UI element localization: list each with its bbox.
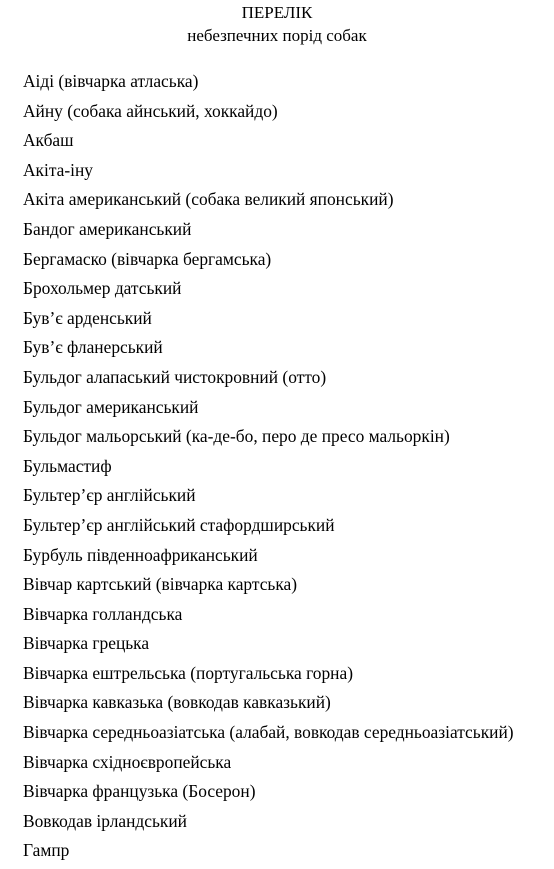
list-item: Бульдог американський	[23, 396, 199, 417]
list-item: Бультер’єр англійський стафордширський	[23, 514, 335, 535]
list-item: Вівчарка кавказька (вовкодав кавказький)	[23, 692, 331, 713]
page-title: ПЕРЕЛІК	[241, 3, 313, 22]
list-item: Вівчарка голландська	[23, 603, 183, 624]
breed-list	[23, 70, 514, 869]
list-item: Брохольмер датський	[23, 278, 182, 299]
list-item: Вівчар картський (вівчарка картська)	[23, 574, 298, 595]
list-item: Вівчарка ештрельська (португальська горна)	[23, 662, 353, 683]
list-item: Бергамаско (вівчарка бергамська)	[23, 248, 272, 269]
list-item: Вівчарка східноєвропейська	[23, 751, 232, 772]
list-item: Бульмастиф	[23, 455, 112, 476]
list-item: Айну (собака айнський, хоккайдо)	[23, 100, 278, 121]
list-item: Вівчарка грецька	[23, 633, 150, 654]
list-item: Був’є фланерський	[23, 337, 163, 358]
list-item: Бультер’єр англійський	[23, 485, 196, 506]
list-item: Бульдог алапаський чистокровний (отто)	[23, 366, 327, 387]
list-item: Гампр	[23, 840, 70, 861]
list-item: Вівчарка французька (Босерон)	[23, 781, 256, 802]
list-item: Бандог американський	[23, 218, 192, 239]
list-item: Вовкодав ірландський	[23, 810, 187, 831]
list-item: Бурбуль південноафриканський	[23, 544, 258, 565]
list-item: Акбаш	[23, 130, 74, 151]
page-subtitle: небезпечних порід собак	[187, 26, 367, 45]
list-item: Вівчарка середньоазіатська (алабай, вовкодав середньоазіатський)	[23, 722, 514, 743]
list-item: Акіта-іну	[23, 159, 93, 180]
list-item: Акіта американський (собака великий японський)	[23, 189, 394, 210]
list-item: Був’є арденський	[23, 307, 152, 328]
list-item: Бульдог мальорський (ка-де-бо, перо де пресо мальоркін)	[23, 426, 450, 447]
list-item: Аіді (вівчарка атласька)	[23, 71, 199, 91]
